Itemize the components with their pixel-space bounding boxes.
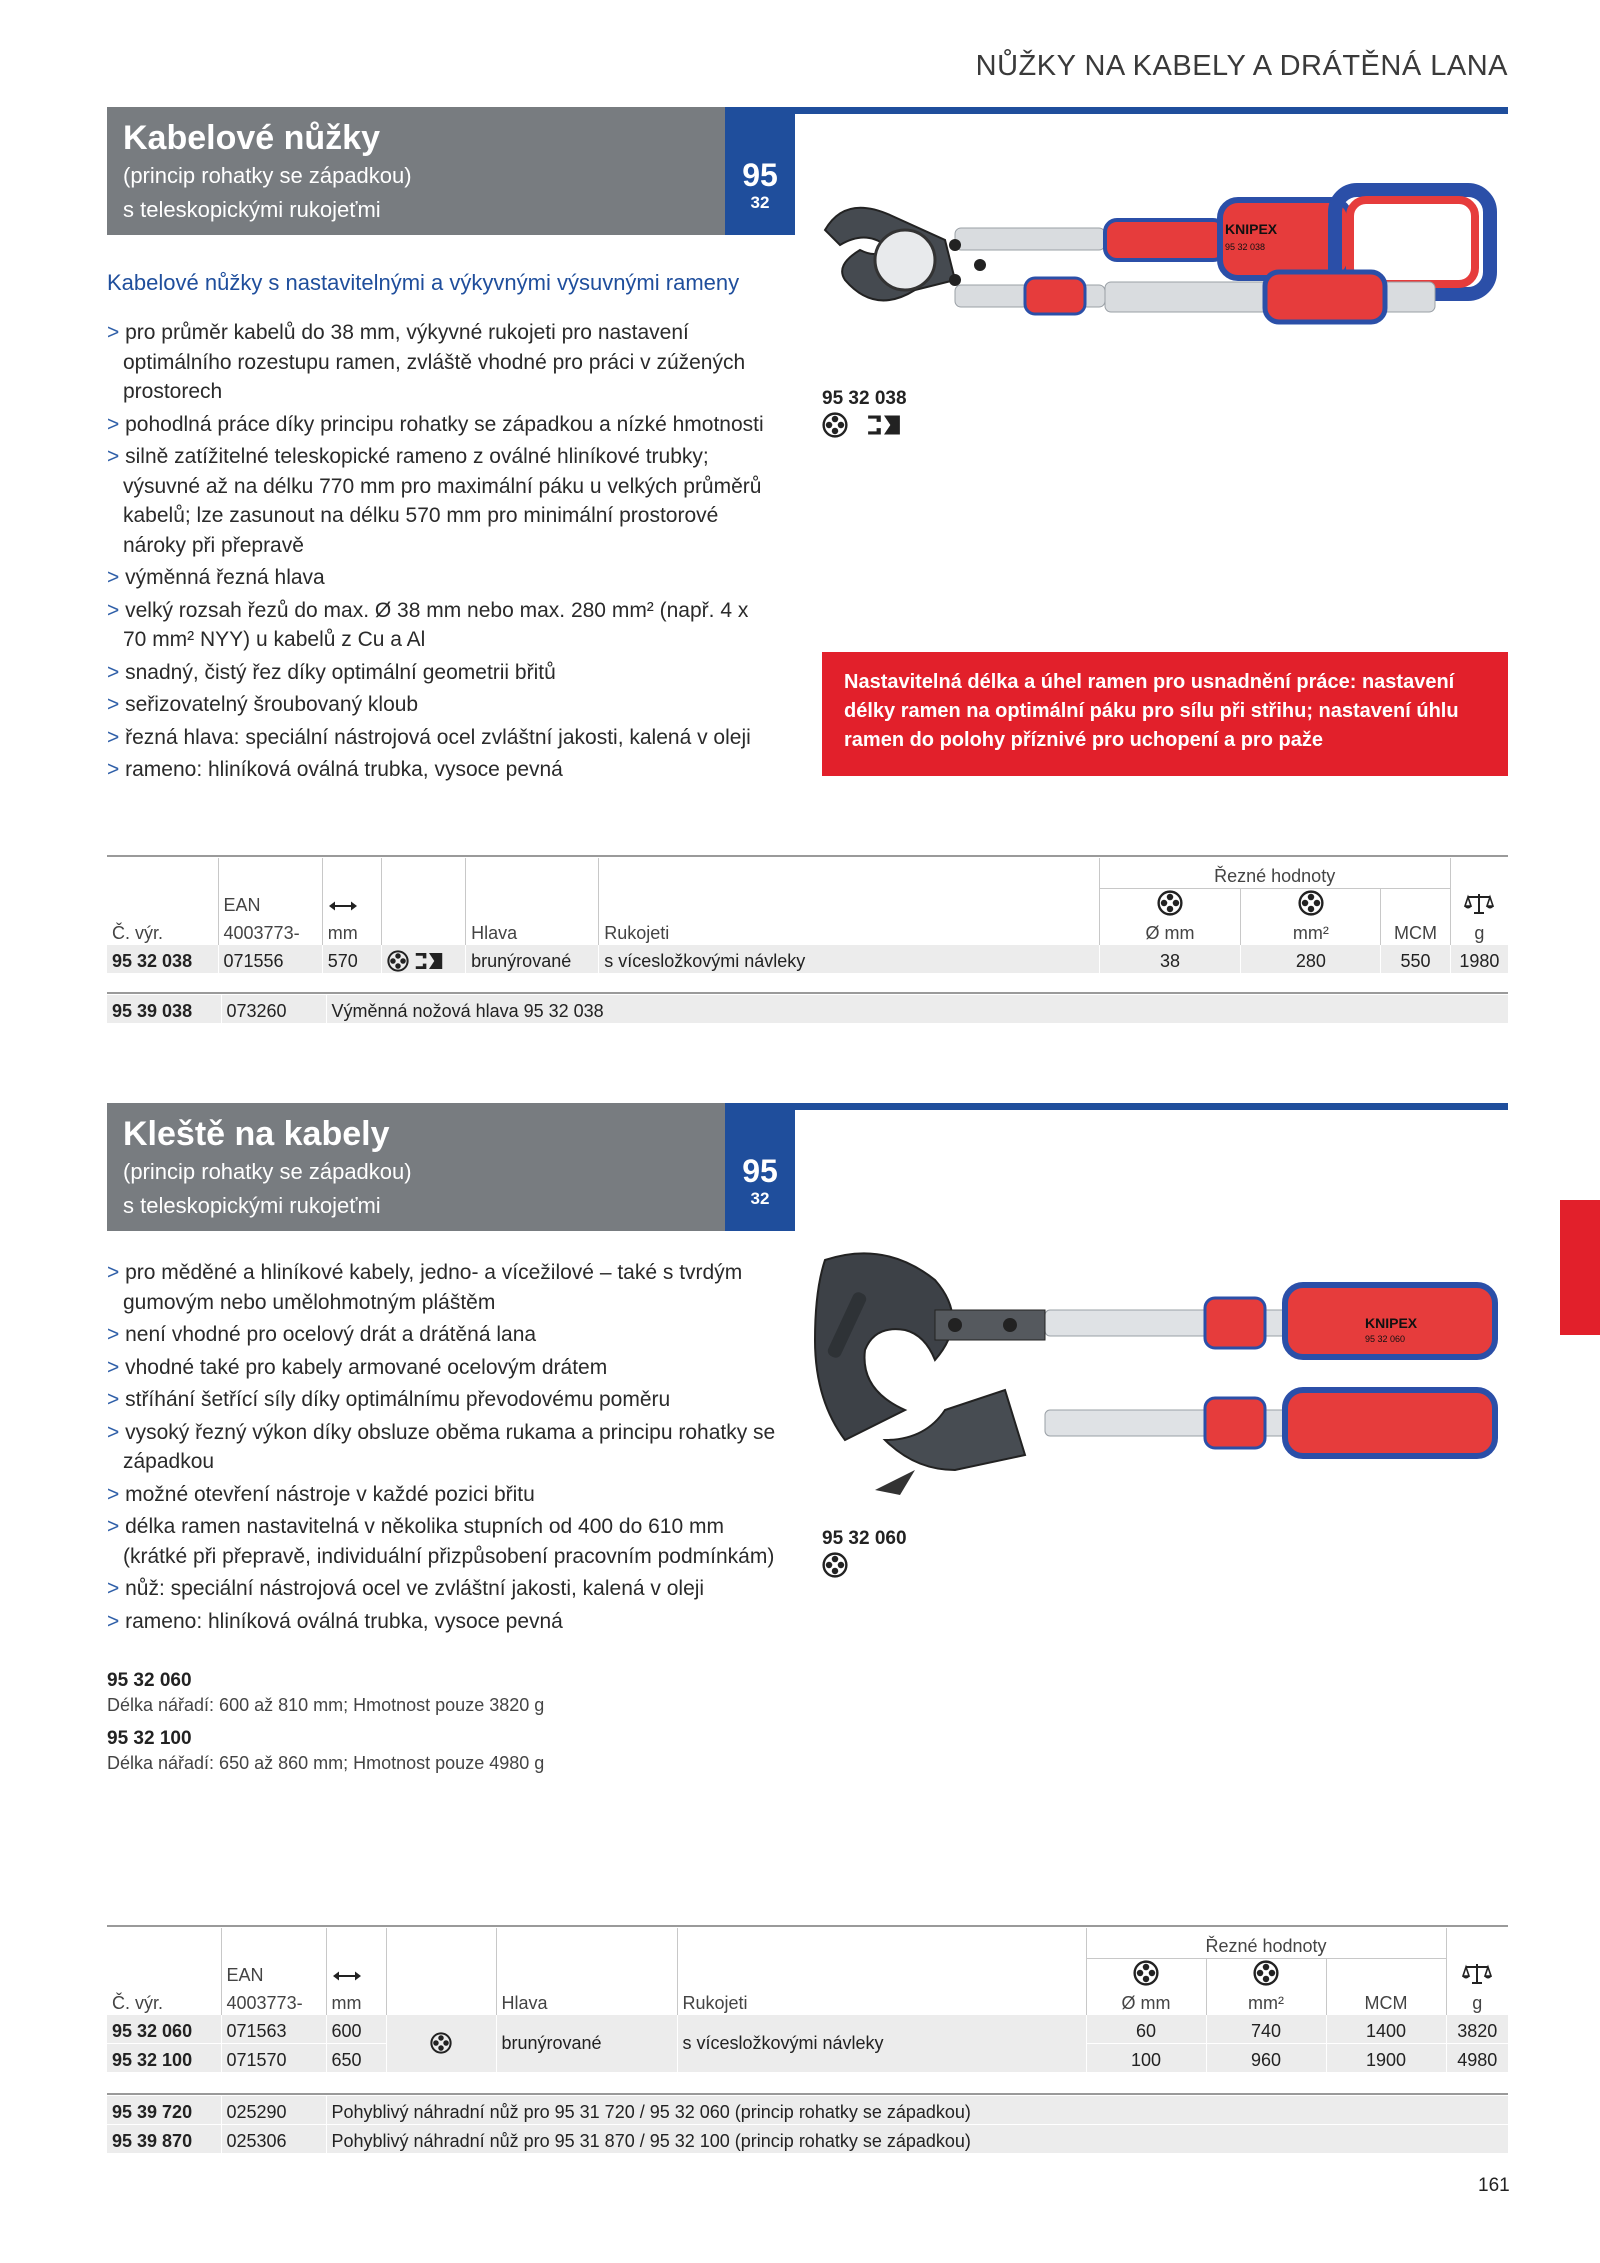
cutting-values-header: Řezné hodnoty [1099,858,1450,888]
col-mcm: MCM [1381,917,1450,945]
table2-top-rule [107,1925,1508,1927]
ratchet-icon [866,412,902,438]
product1-engraving: 95 32 038 [1225,242,1266,252]
col-ean-top: EAN [218,888,322,917]
table-row [107,2125,1508,2154]
row-head: brunýrované [466,945,599,974]
length-arrow-icon [332,1970,362,1982]
variant-desc: Délka nářadí: 600 až 810 mm; Hmotnost pouze 3820 g [107,1695,545,1715]
col-mm: mm [322,917,381,945]
row-mcm: 550 [1381,945,1450,974]
product1-brand: KNIPEX [1225,221,1278,237]
cut-wheel-icon [430,2032,452,2054]
cutting-values-header: Řezné hodnoty [1086,1928,1446,1958]
list-item: > silně zatížitelné teleskopické rameno z oválné hliníkové trubky; výsuvné až na délku 770 mm pro maximální páku u velkých průměrů kabelů; lze zasunout na délku 570 mm pro minimální prostorové nároky při přepravě [107,442,777,560]
col-dia: Ø mm [1086,1987,1206,2015]
col-art: Č. výr. [112,922,164,943]
product1-title-box [107,107,725,235]
row-handles: s vícesložkovými návleky [599,945,1099,974]
row-g: 1980 [1450,945,1508,974]
accessory-desc: Výměnná nožová hlava 95 32 038 [326,995,1508,1024]
list-item: > rameno: hliníková oválná trubka, vysoce pevná [107,755,777,785]
row-mm: 650 [326,2043,386,2072]
product2-title: Kleště na kabely [123,1115,390,1153]
table2-accessory-rule [107,2093,1508,2095]
product1-group-main: 95 [742,157,778,193]
table-row [107,945,1508,974]
cut-wheel-icon [387,950,409,972]
product2-spec-table [107,1928,1508,2073]
cut-wheel-icon [1253,1960,1279,1986]
accessory-ean: 025290 [221,2096,326,2125]
product2-symbols [822,1552,848,1578]
col-mm2: mm² [1206,1987,1326,2015]
product1-subtitle-1: (princip rohatky se západkou) [123,163,412,188]
product1-image [805,170,1505,385]
row-head: brunýrované [496,2015,677,2073]
row-handles: s vícesložkovými návleky [677,2015,1086,2073]
product2-subtitle-2: s teleskopickými rukojeťmi [123,1193,381,1218]
row-g: 3820 [1446,2015,1508,2044]
col-g: g [1446,1987,1508,2015]
row-mcm: 1900 [1326,2043,1446,2072]
cut-wheel-icon [1157,890,1183,916]
product1-group-badge [725,107,795,235]
col-mcm: MCM [1326,1987,1446,2015]
accessory-art: 95 39 720 [107,2096,221,2125]
product2-brand: KNIPEX [1365,1315,1418,1331]
cut-wheel-icon [822,1552,848,1578]
list-item: > vysoký řezný výkon díky obsluze oběma rukama a principu rohatky se západkou [107,1418,787,1477]
accessory-desc: Pohyblivý náhradní nůž pro 95 31 720 / 95 32 060 (princip rohatky se západkou) [326,2096,1508,2125]
product1-image-label: 95 32 038 [822,388,907,409]
list-item: > seřizovatelný šroubovaný kloub [107,690,777,720]
row-mm2: 960 [1206,2043,1326,2072]
product1-feature-list [107,318,777,788]
col-mm2: mm² [1241,917,1381,945]
table1-top-rule [107,855,1508,857]
col-dia: Ø mm [1099,917,1241,945]
list-item: > snadný, čistý řez díky optimální geometrii břitů [107,658,777,688]
list-item: > nůž: speciální nástrojová ocel ve zvláštní jakosti, kalená v oleji [107,1574,787,1604]
product2-group-main: 95 [742,1153,778,1189]
product2-accessory-table [107,2096,1508,2154]
row-mcm: 1400 [1326,2015,1446,2044]
col-head: Hlava [466,917,599,945]
length-arrow-icon [328,900,358,912]
accessory-desc: Pohyblivý náhradní nůž pro 95 31 870 / 95 32 100 (princip rohatky se západkou) [326,2125,1508,2154]
list-item: > vhodné také pro kabely armované ocelovým drátem [107,1353,787,1383]
product2-group-sub: 32 [750,1189,770,1208]
cut-wheel-icon [822,412,848,438]
variant-desc: Délka nářadí: 650 až 860 mm; Hmotnost pouze 4980 g [107,1753,545,1773]
cut-wheel-icon [1298,890,1324,916]
list-item: > stříhání šetřící síly díky optimálnímu převodovému poměru [107,1385,787,1415]
col-handles: Rukojeti [677,1987,1086,2015]
ratchet-icon [414,950,444,972]
row-mm2: 280 [1241,945,1381,974]
accessory-art: 95 39 870 [107,2125,221,2154]
row-g: 4980 [1446,2043,1508,2072]
page-number: 161 [1478,2175,1510,2196]
product2-image [805,1240,1505,1520]
col-ean-top: EAN [221,1958,326,1987]
product2-group-badge [725,1103,795,1231]
weight-scale-icon [1464,892,1494,916]
product2-engraving: 95 32 060 [1365,1334,1406,1344]
row-ean: 071570 [221,2043,326,2072]
weight-scale-icon [1462,1962,1492,1986]
header-rule-blue [725,107,1508,114]
accessory-ean: 073260 [221,995,326,1024]
col-g: g [1450,917,1508,945]
table-row [107,995,1508,1024]
col-art: Č. výr. [112,1992,164,2013]
list-item: > výměnná řezná hlava [107,563,777,593]
list-item: > délka ramen nastavitelná v několika stupních od 400 do 610 mm (krátké při přepravě, individuální přizpůsobení pracovním podmínkám) [107,1512,787,1571]
list-item: > možné otevření nástroje v každé pozici břitu [107,1480,787,1510]
product2-variants [107,1670,544,1776]
row-dia: 60 [1086,2015,1206,2044]
row-art: 95 32 038 [107,945,218,974]
cut-wheel-icon [1133,1960,1159,1986]
product2-feature-list [107,1258,787,1639]
product2-image-label: 95 32 060 [822,1528,907,1549]
product1-spec-table [107,858,1508,974]
list-item: > pohodlná práce díky principu rohatky se západkou a nízké hmotnosti [107,410,777,440]
product1-callout: Nastavitelná délka a úhel ramen pro usnadnění práce: nastavení délky ramen na optimální páku pro sílu při střihu; nastavení úhlu ramen do polohy příznivé pro uchopení a pro paže [822,652,1508,776]
product2-rule-blue [725,1103,1508,1110]
product1-symbols [822,412,902,438]
side-tab-marker [1560,1200,1600,1335]
product1-title: Kabelové nůžky [123,119,380,157]
list-item: > velký rozsah řezů do max. Ø 38 mm nebo max. 280 mm² (např. 4 x 70 mm² NYY) u kabelů z Cu a Al [107,596,777,655]
product1-lead: Kabelové nůžky s nastavitelnými a výkyvnými výsuvnými rameny [107,270,740,295]
row-mm2: 740 [1206,2015,1326,2044]
list-item: > rameno: hliníková oválná trubka, vysoce pevná [107,1607,787,1637]
accessory-ean: 025306 [221,2125,326,2154]
col-head: Hlava [496,1987,677,2015]
variant-art: 95 32 100 [107,1728,192,1749]
row-dia: 100 [1086,2043,1206,2072]
list-item: > pro měděné a hliníkové kabely, jedno- a vícežilové – také s tvrdým gumovým nebo umělohmotným pláštěm [107,1258,787,1317]
list-item: > řezná hlava: speciální nástrojová ocel zvláštní jakosti, kalená v oleji [107,723,777,753]
product2-subtitle-1: (princip rohatky se západkou) [123,1159,412,1184]
product1-accessory-table [107,995,1508,1024]
row-ean: 071563 [221,2015,326,2044]
row-dia: 38 [1099,945,1241,974]
row-art: 95 32 060 [107,2015,221,2044]
col-ean: 4003773- [221,1987,326,2015]
section-title: NŮŽKY NA KABELY A DRÁTĚNÁ LANA [975,50,1508,82]
product2-title-box [107,1103,725,1231]
product1-group-sub: 32 [750,193,770,212]
list-item: > není vhodné pro ocelový drát a drátěná lana [107,1320,787,1350]
row-ean: 071556 [218,945,322,974]
row-mm: 600 [326,2015,386,2044]
table-row [107,2096,1508,2125]
variant-art: 95 32 060 [107,1670,192,1691]
col-mm: mm [326,1987,386,2015]
row-mm: 570 [322,945,381,974]
col-handles: Rukojeti [599,917,1099,945]
list-item: > pro průměr kabelů do 38 mm, výkyvné rukojeti pro nastavení optimálního rozestupu ramen, zvláště vhodné pro práci v zúžených prostorech [107,318,777,407]
accessory-art: 95 39 038 [107,995,221,1024]
product1-subtitle-2: s teleskopickými rukojeťmi [123,197,381,222]
table1-accessory-rule [107,992,1508,994]
table-row [107,2015,1508,2044]
col-ean: 4003773- [218,917,322,945]
row-art: 95 32 100 [107,2043,221,2072]
